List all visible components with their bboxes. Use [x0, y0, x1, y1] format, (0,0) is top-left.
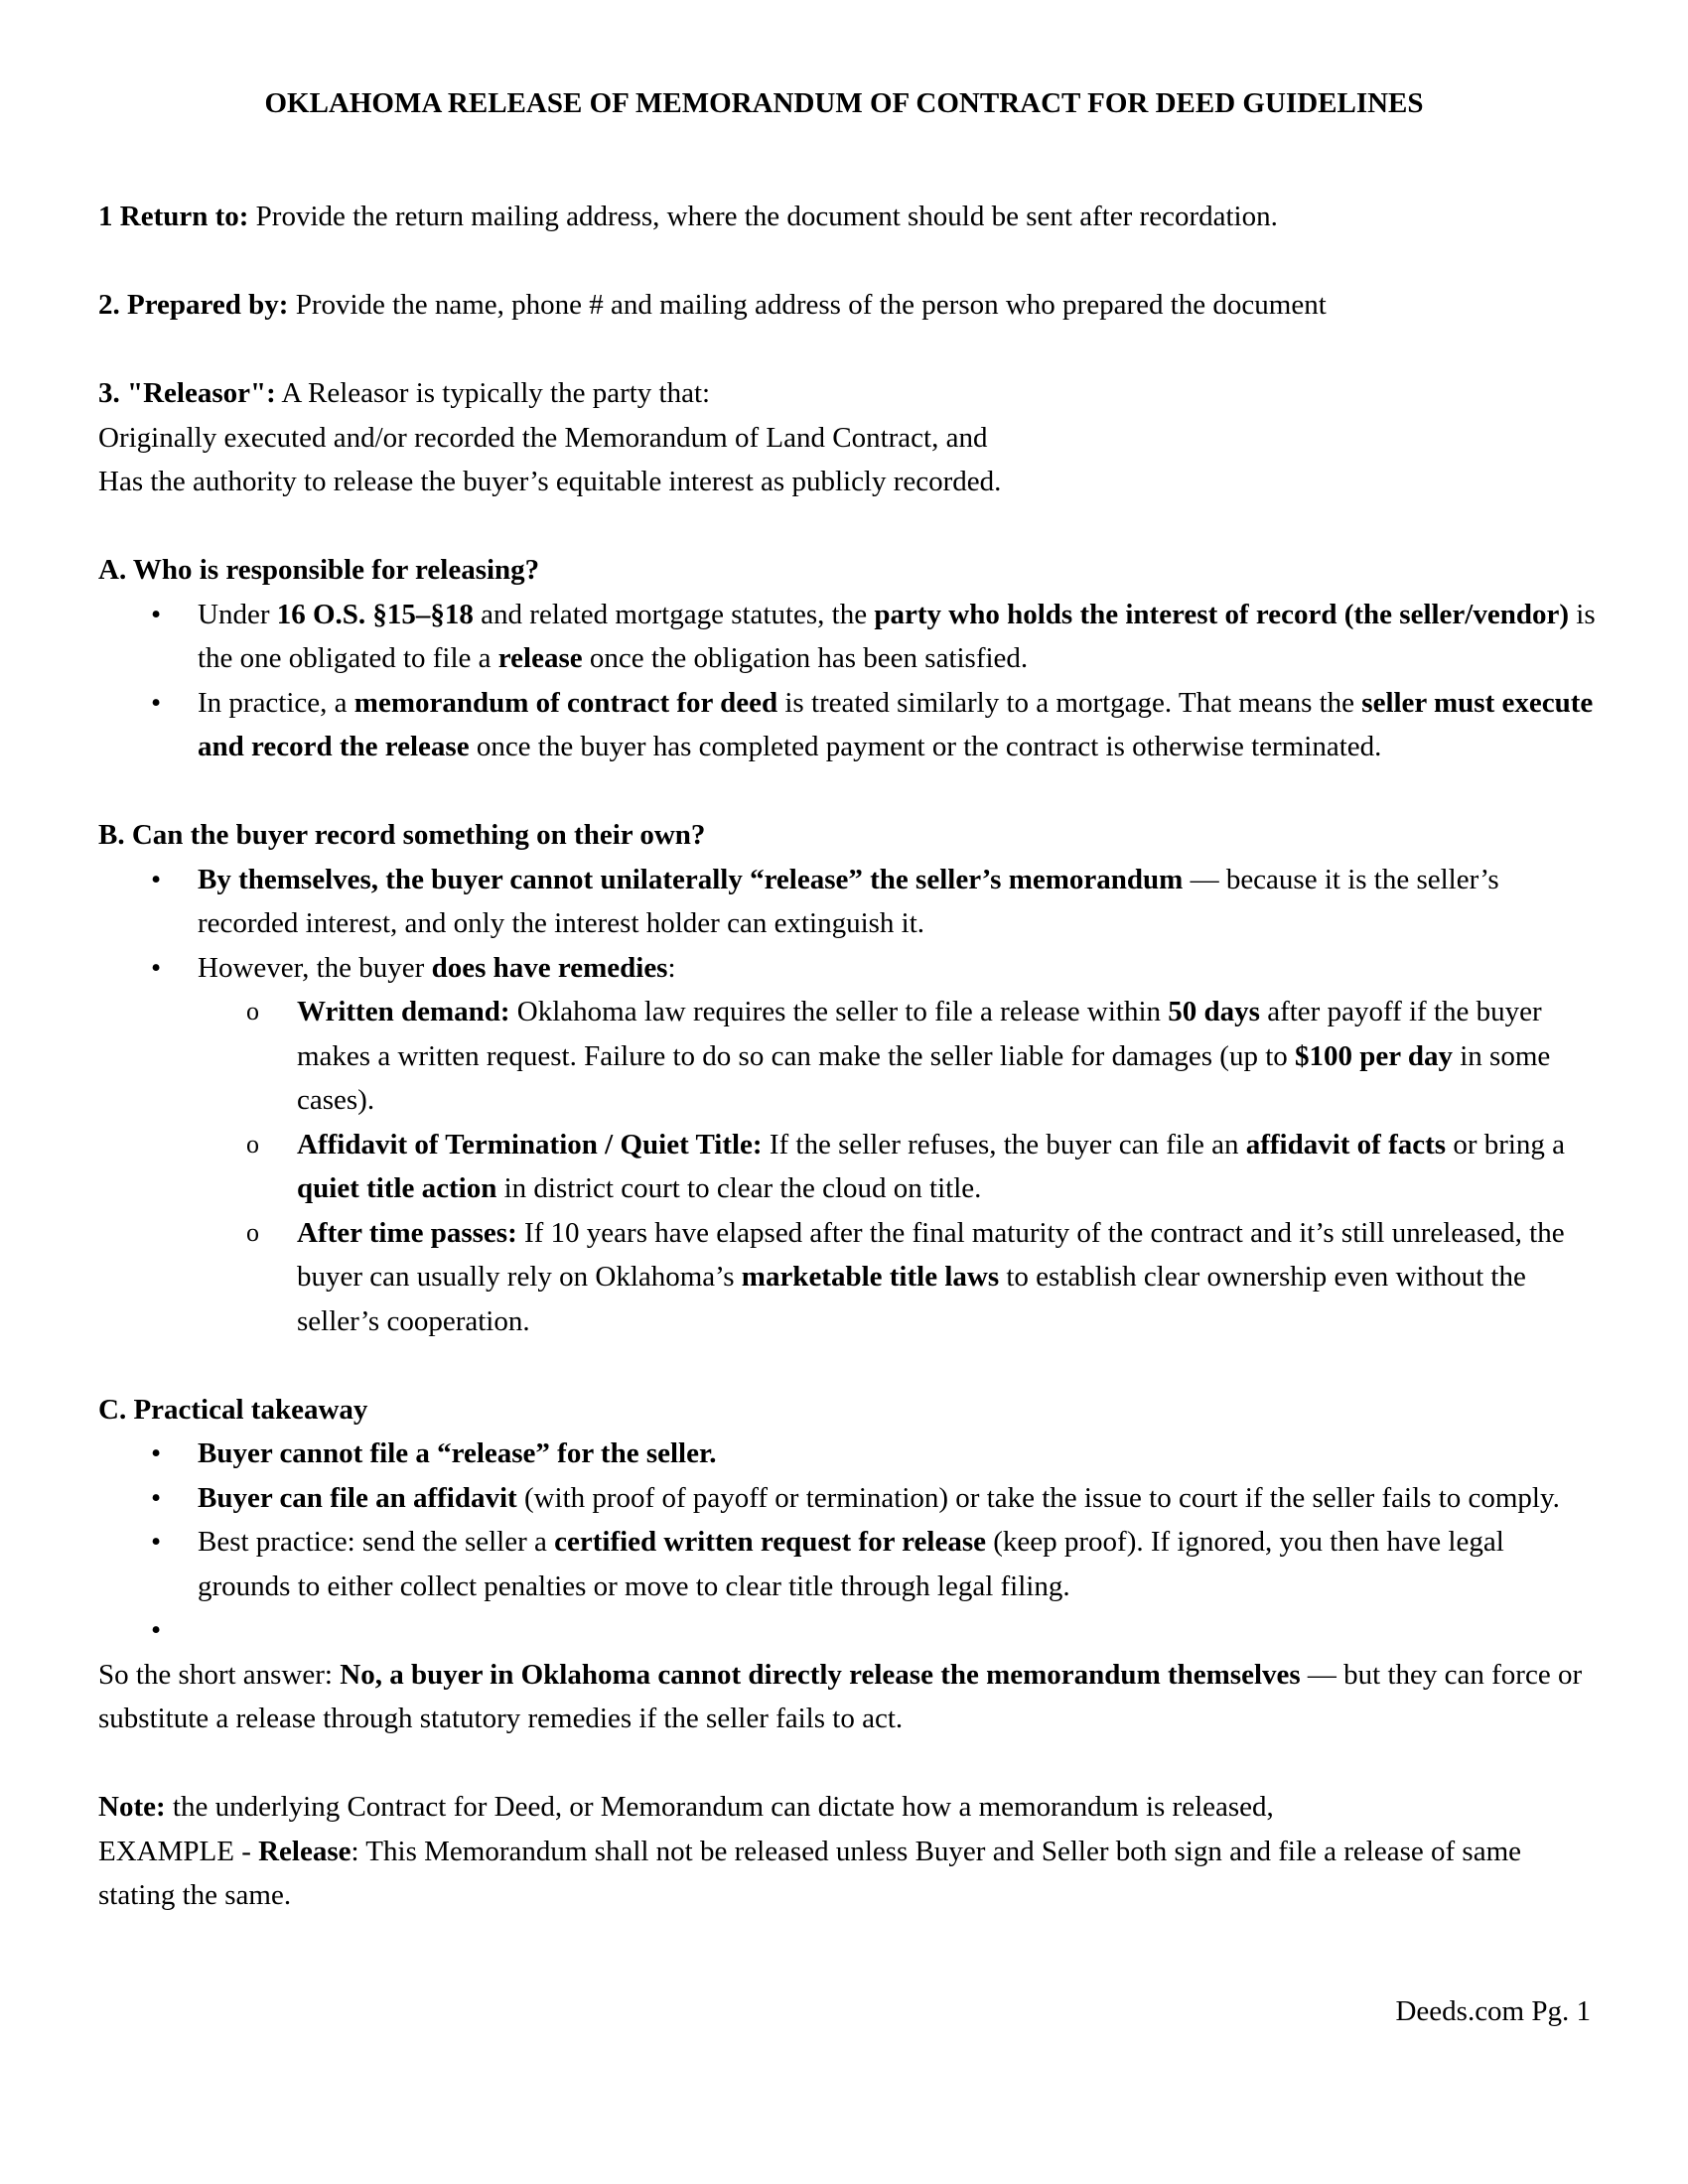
note-paragraph: Note: the underlying Contract for Deed, or Memorandum can dictate how a memorandum is released, EXAMPLE - Release: This Memorandum shall not be released unless Buyer and Seller both sign and file a release of same stating the same. [98, 1791, 1521, 1911]
section-b-heading: B. Can the buyer record something on their own? [98, 819, 706, 851]
circle-bullet-icon: o [246, 997, 259, 1025]
return-to-label: 1 Return to: [98, 201, 249, 232]
section-c-heading: C. Practical takeaway [98, 1393, 368, 1426]
list-item: • Under 16 O.S. §15–§18 and related mortgage statutes, the party who holds the interest of record (the seller/vendor) is the one obligated to file a release once the obligation has been satisfied. [98, 593, 1598, 681]
releasor-line-2: Originally executed and/or recorded the Memorandum of Land Contract, and [98, 421, 988, 454]
bullet-icon: • [151, 951, 162, 984]
list-item: o Affidavit of Termination / Quiet Title: If the seller refuses, the buyer can file an affidavit of facts or bring a quiet title action in district court to clear the cloud on title. [98, 1123, 1598, 1211]
releasor-label: 3. "Releasor": [98, 377, 276, 409]
list-item: • In practice, a memorandum of contract for deed is treated similarly to a mortgage. That means the seller must execute and record the release once the buyer has completed payment or the contract is otherwise terminated. [98, 681, 1598, 769]
releasor-line-3: Has the authority to release the buyer’s equitable interest as publicly recorded. [98, 466, 1002, 497]
list-item: • However, the buyer does have remedies: o Written demand: Oklahoma law requires the seller to file a release within 50 days after payoff if the buyer makes a written request. Failure to do so can make the seller liable for damages (up to $100 per day in some cases). o Affidavit of Termination / Quiet Title: If the seller refuses, the buyer can file an affidavit of facts or bring a quiet title action in district court to clear the cloud on title. o After time passes: If 10 years have elapsed after the final maturity of the contract and it’s still unreleased, the buyer can usually rely on Oklahoma’s marketable title laws to establish clear ownership even without the seller’s cooperation. [98, 946, 1598, 1344]
list-item: • Buyer cannot file a “release” for the seller. [98, 1432, 1598, 1476]
circle-bullet-icon: o [246, 1217, 259, 1247]
list-item: o After time passes: If 10 years have elapsed after the final maturity of the contract and it’s still unreleased, the buyer can usually rely on Oklahoma’s marketable title laws to establish clear ownership even without the seller’s cooperation. [98, 1211, 1598, 1344]
section-a-list [98, 593, 1598, 769]
section-a-heading: A. Who is responsible for releasing? [98, 554, 540, 586]
list-item [98, 1608, 1598, 1653]
section-c-list [98, 1432, 1598, 1653]
prepared-by-text: Provide the name, phone # and mailing address of the person who prepared the document [288, 289, 1327, 321]
prepared-by-label: 2. Prepared by: [98, 289, 289, 321]
summary-paragraph: So the short answer: No, a buyer in Oklahoma cannot directly release the memorandum themselves — but they can force or substitute a release through statutory remedies if the seller fails to act. [98, 1658, 1583, 1734]
prepared-by-item [98, 283, 1598, 328]
bullet-icon: • [151, 1481, 162, 1514]
releasor-text: A Releasor is typically the party that: [275, 377, 711, 409]
bullet-icon: • [151, 686, 162, 719]
bullet-icon: • [151, 1526, 162, 1558]
note-label: Note: [98, 1791, 166, 1823]
list-item: • Best practice: send the seller a certified written request for release (keep proof). If ignored, you then have legal grounds to either collect penalties or move to clear title through legal filing. [98, 1520, 1598, 1608]
section-b-list [98, 858, 1598, 1344]
return-to-text: Provide the return mailing address, where the document should be sent after recordation. [248, 201, 1278, 232]
bullet-icon: • [151, 1614, 162, 1646]
list-item: • Buyer can file an affidavit (with proof of payoff or termination) or take the issue to court if the seller fails to comply. [98, 1476, 1598, 1521]
bullet-icon: • [151, 863, 162, 895]
releasor-item [98, 371, 1598, 416]
list-item: o Written demand: Oklahoma law requires the seller to file a release within 50 days after payoff if the buyer makes a written request. Failure to do so can make the seller liable for damages (up to $100 per day in some cases). [98, 990, 1598, 1123]
list-item: • By themselves, the buyer cannot unilaterally “release” the seller’s memorandum — because it is the seller’s recorded interest, and only the interest holder can extinguish it. [98, 858, 1598, 946]
bullet-icon: • [151, 598, 162, 630]
return-to-item [98, 195, 1598, 239]
bullet-icon: • [151, 1437, 162, 1469]
circle-bullet-icon: o [246, 1129, 259, 1159]
remedies-list [98, 990, 1598, 1343]
page-footer: Deeds.com Pg. 1 [1395, 1995, 1591, 2027]
document-body [98, 195, 1598, 1918]
page-title: OKLAHOMA RELEASE OF MEMORANDUM OF CONTRACT FOR DEED GUIDELINES [264, 87, 1424, 119]
